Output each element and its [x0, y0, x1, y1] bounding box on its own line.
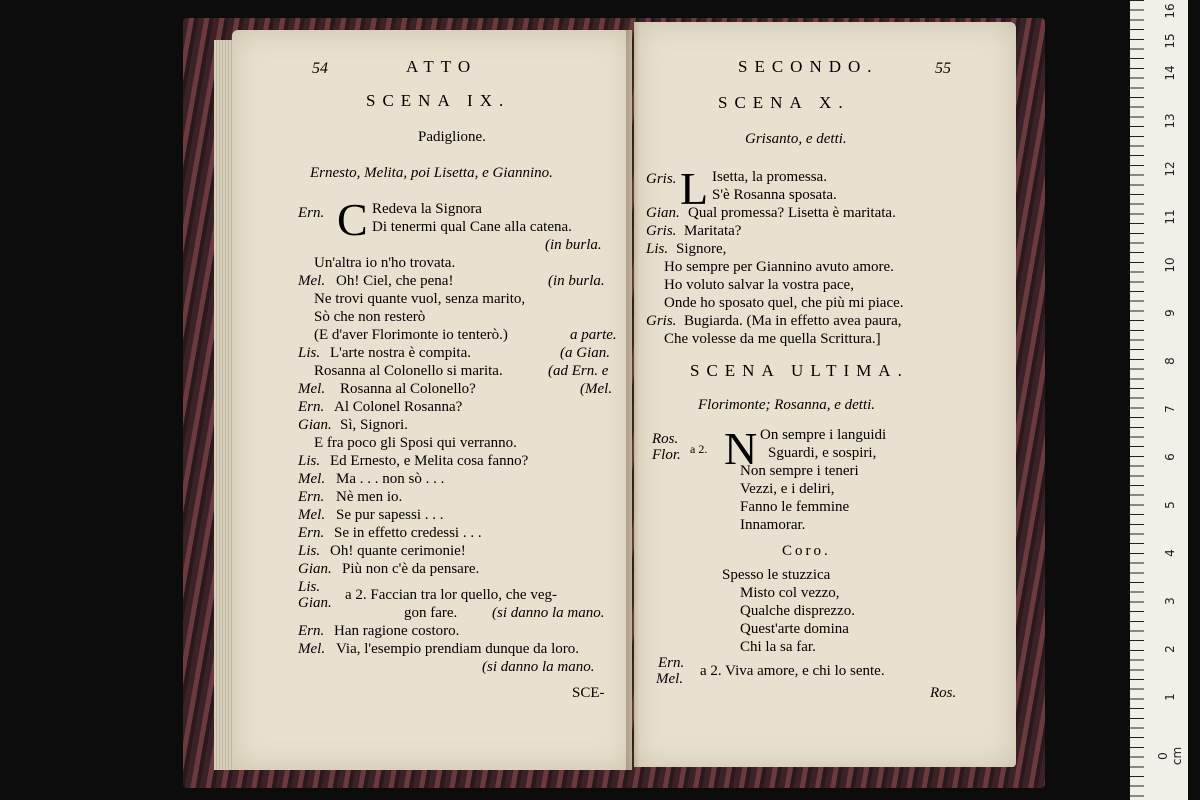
speaker: Lis.: [298, 453, 321, 469]
ruler-label: 6: [1163, 453, 1177, 461]
verse-line: Maritata?: [684, 223, 742, 239]
speaker: Mel.: [656, 671, 684, 687]
verse-line: Rosanna al Colonello?: [340, 381, 476, 397]
verse-line: Sì, Signori.: [340, 417, 408, 433]
stage-direction: (a Gian.: [560, 345, 610, 361]
stage-direction: (in burla.: [548, 273, 605, 289]
speaker: Ern.: [298, 205, 325, 221]
verse-line: Nè men io.: [336, 489, 403, 505]
stage-direction: (ad Ern. e: [548, 363, 609, 379]
stage-direction: (in burla.: [545, 237, 602, 253]
speaker: Ros.: [652, 431, 679, 447]
speaker: Gian.: [298, 417, 332, 433]
verse-line: E fra poco gli Sposi qui verranno.: [314, 435, 517, 451]
song-line: Innamorar.: [740, 517, 806, 533]
verse-line: Sò che non resterò: [314, 309, 426, 325]
left-setting: Padiglione.: [418, 129, 486, 145]
stage-direction: (si danno la mano.: [492, 605, 605, 621]
verse-line: Che volesse da me quella Scrittura.]: [664, 331, 881, 347]
speaker: Flor.: [652, 447, 681, 463]
ruler-label: 0 cm: [1156, 746, 1184, 766]
ruler-label: 10: [1163, 257, 1177, 273]
left-catchword: SCE-: [572, 685, 605, 701]
ruler-label: 1: [1163, 693, 1177, 701]
verse-line: L'arte nostra è compita.: [330, 345, 471, 361]
verse-line: Signore,: [676, 241, 727, 257]
speaker: Mel.: [298, 507, 326, 523]
verse-line: Ma . . . non sò . . .: [336, 471, 445, 487]
chorus-line: Quest'arte domina: [740, 621, 849, 637]
verse-line: gon fare.: [404, 605, 458, 621]
book-gutter: [626, 22, 640, 770]
verse-line: Ho voluto salvar la vostra pace,: [664, 277, 854, 293]
speaker: Lis.: [298, 345, 321, 361]
stage-direction: (si danno la mano.: [482, 659, 595, 675]
ruler-label: 12: [1163, 161, 1177, 177]
speaker: Gian.: [646, 205, 680, 221]
ruler-label: 9: [1163, 309, 1177, 317]
speaker: Ern.: [658, 655, 685, 671]
speaker: Ern.: [298, 399, 325, 415]
song-line: Non sempre i teneri: [740, 463, 859, 479]
verse-line: Rosanna al Colonello si marita.: [314, 363, 503, 379]
verse-line: Via, l'esempio prendiam dunque da loro.: [336, 641, 579, 657]
verse-line: Qual promessa? Lisetta è maritata.: [688, 205, 896, 221]
verse-line: (E d'aver Florimonte io tenterò.): [314, 327, 508, 343]
verse-line: Di tenermi qual Cane alla catena.: [372, 219, 572, 235]
left-characters: Ernesto, Melita, poi Lisetta, e Giannino.: [310, 165, 553, 181]
ruler-label: 7: [1163, 405, 1177, 413]
speaker: Mel.: [298, 641, 326, 657]
ruler-label: 16: [1163, 3, 1177, 19]
chorus-line: Spesso le stuzzica: [722, 567, 831, 583]
verse-line: Han ragione costoro.: [334, 623, 460, 639]
speaker: Gris.: [646, 171, 677, 187]
measuring-ruler: [1130, 0, 1188, 800]
verse-line: a 2. Viva amore, e chi lo sente.: [700, 663, 885, 679]
ruler-label: 15: [1163, 33, 1177, 49]
speaker: Gian.: [298, 561, 332, 577]
speaker: Lis.: [298, 579, 321, 595]
song-line: Fanno le femmine: [740, 499, 850, 515]
chorus-line: Chi la sa far.: [740, 639, 816, 655]
chorus-label: Coro.: [782, 543, 831, 559]
verse-line: a 2. Faccian tra lor quello, che veg-: [345, 587, 557, 603]
speaker: Gian.: [298, 595, 332, 611]
ruler-label: 13: [1163, 113, 1177, 129]
speaker: Lis.: [646, 241, 669, 257]
right-scene-heading: SCENA X.: [718, 93, 850, 112]
verse-line: Redeva la Signora: [372, 201, 482, 217]
song-line: On sempre i languidi: [760, 427, 887, 443]
verse-line: Ed Ernesto, e Melita cosa fanno?: [330, 453, 529, 469]
right-scene2-heading: SCENA ULTIMA.: [690, 361, 909, 380]
ruler-label: 4: [1163, 549, 1177, 557]
verse-line: Più non c'è da pensare.: [342, 561, 480, 577]
ruler-label: 2: [1163, 645, 1177, 653]
ruler-label: 14: [1163, 65, 1177, 81]
left-scene-heading: SCENA IX.: [366, 91, 511, 110]
left-page-number: 54: [312, 60, 328, 77]
verse-line: Ne trovi quante vuol, senza marito,: [314, 291, 526, 307]
ruler-label: 8: [1163, 357, 1177, 365]
right-drop-cap: L: [680, 163, 709, 214]
verse-line: Ho sempre per Giannino avuto amore.: [664, 259, 894, 275]
speaker: Gris.: [646, 313, 677, 329]
chorus-line: Misto col vezzo,: [740, 585, 840, 601]
verse-line: S'è Rosanna sposata.: [712, 187, 837, 203]
verse-line: Onde ho sposato quel, che più mi piace.: [664, 295, 904, 311]
stage-direction: (Mel.: [580, 381, 613, 397]
verse-line: Al Colonel Rosanna?: [334, 399, 463, 415]
stage-direction: a parte.: [570, 327, 617, 343]
verse-line: Un'altra io n'ho trovata.: [314, 255, 456, 271]
verse-line: Isetta, la promessa.: [712, 169, 827, 185]
left-running-head: ATTO: [406, 57, 478, 76]
verse-line: Se pur sapessi . . .: [336, 507, 444, 523]
speaker: Mel.: [298, 471, 326, 487]
ruler-label: 11: [1163, 209, 1177, 225]
right-characters: Grisanto, e detti.: [745, 131, 847, 147]
ruler-label: 5: [1163, 501, 1177, 509]
speaker: Lis.: [298, 543, 321, 559]
duet-marker: a 2.: [690, 442, 708, 456]
chorus-line: Qualche disprezzo.: [740, 603, 855, 619]
speaker: Ern.: [298, 489, 325, 505]
ruler-label: 3: [1163, 597, 1177, 605]
verse-line: Oh! quante cerimonie!: [330, 543, 466, 559]
song-line: Sguardi, e sospiri,: [768, 445, 877, 461]
song-line: Vezzi, e i deliri,: [740, 481, 835, 497]
speaker: Ern.: [298, 525, 325, 541]
verse-line: Bugiarda. (Ma in effetto avea paura,: [684, 313, 902, 329]
speaker: Mel.: [298, 381, 326, 397]
song-drop-cap: N: [724, 423, 758, 474]
right-running-head: SECONDO.: [738, 57, 879, 76]
right-characters2: Florimonte; Rosanna, e detti.: [698, 397, 876, 413]
right-page-number: 55: [935, 60, 951, 77]
left-drop-cap: C: [337, 194, 368, 245]
verse-line: Oh! Ciel, che pena!: [336, 273, 454, 289]
speaker: Ern.: [298, 623, 325, 639]
speaker: Mel.: [298, 273, 326, 289]
verse-line: Se in effetto credessi . . .: [334, 525, 482, 541]
speaker: Gris.: [646, 223, 677, 239]
right-catchword: Ros.: [930, 685, 957, 701]
